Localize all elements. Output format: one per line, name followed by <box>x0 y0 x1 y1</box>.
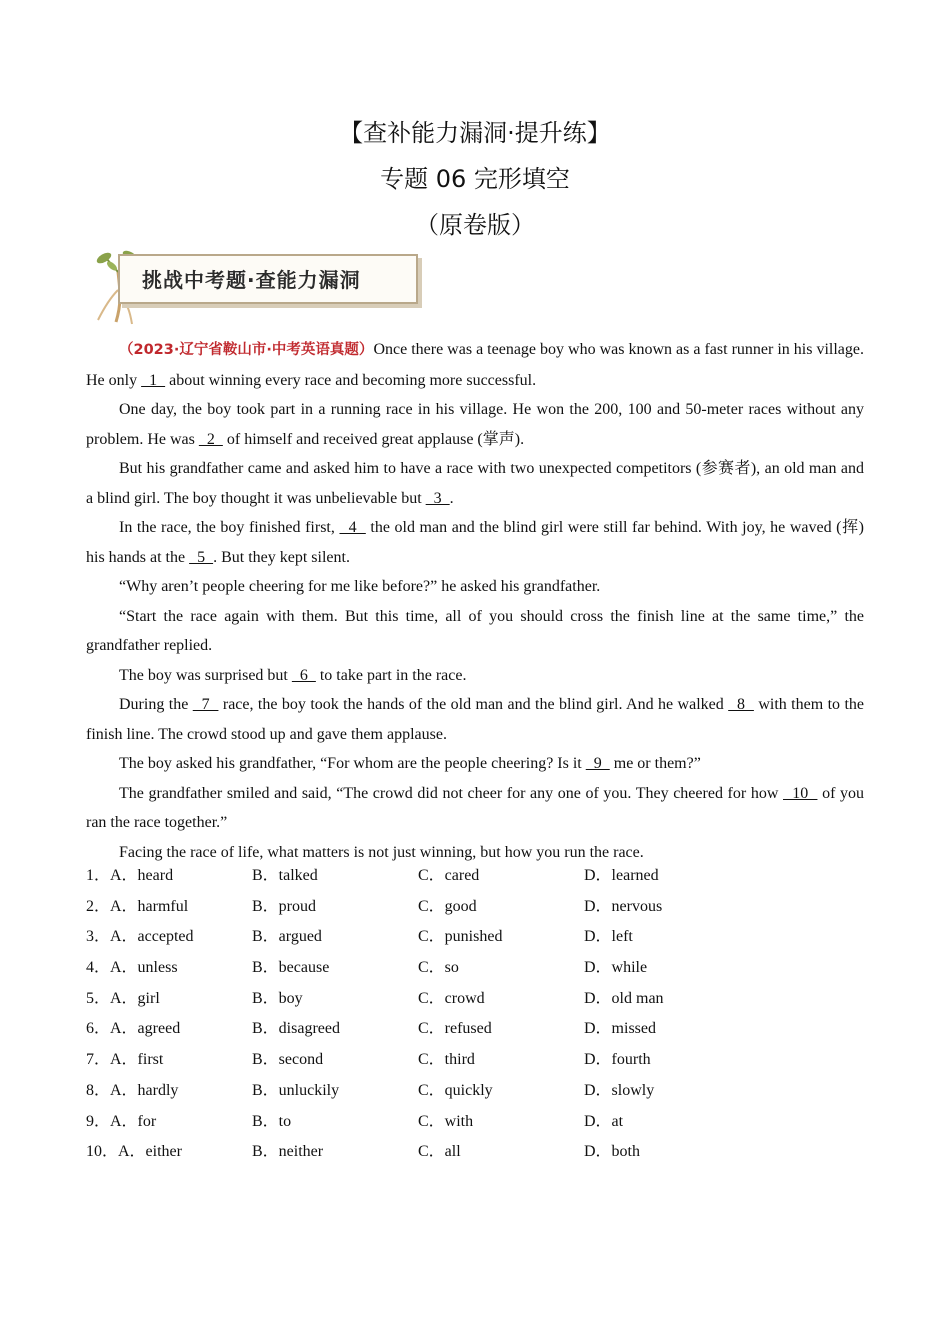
option-a: 9．A．for <box>86 1112 157 1130</box>
cloze-passage <box>86 335 864 867</box>
paragraph: The grandfather smiled and said, “The crowd did not cheer for any one of you. They cheered for how 10 of you ran the race together.” <box>86 784 865 831</box>
option-c: C．refused <box>418 1020 492 1038</box>
question-row <box>86 1015 864 1046</box>
option-a: 5．A．girl <box>86 989 160 1007</box>
source-label: （2023·辽宁省鞍山市·中考英语真题） <box>119 342 374 358</box>
question-row <box>86 954 864 985</box>
banner-title: 挑战中考题·查能力漏洞 <box>142 268 361 292</box>
option-a: 8．A．hardly <box>86 1081 179 1099</box>
blank-3: 3 <box>425 489 450 507</box>
blank-2: 2 <box>198 430 223 448</box>
option-d: D．at <box>584 1112 624 1130</box>
option-a: 1．A．heard <box>86 867 174 884</box>
paragraph: “Start the race again with them. But this time, all of you should cross the finish line at the same time,” the grandfather replied. <box>86 607 864 654</box>
option-d: D．old man <box>584 989 664 1007</box>
option-a: 7．A．first <box>86 1051 164 1069</box>
option-b: B．argued <box>252 928 322 946</box>
option-b: B．to <box>252 1112 292 1130</box>
title-block <box>0 110 950 248</box>
option-a: 10．A．either <box>86 1143 182 1161</box>
banner-box <box>118 254 418 304</box>
question-row <box>86 923 864 954</box>
option-d: D．both <box>584 1143 641 1161</box>
blank-7: 7 <box>192 696 219 713</box>
option-a: 3．A．accepted <box>86 928 194 946</box>
option-b: B．proud <box>252 897 317 915</box>
blank-1: 1 <box>141 371 166 389</box>
option-c: C．punished <box>418 928 503 946</box>
paragraph: Facing the race of life, what matters is not just winning, but how you run the race. <box>119 843 644 861</box>
question-row <box>86 893 864 924</box>
option-b: B．talked <box>252 867 318 884</box>
option-c: C．crowd <box>418 989 485 1007</box>
option-b: B．neither <box>252 1143 324 1161</box>
option-a: 2．A．harmful <box>86 897 189 915</box>
option-d: D．fourth <box>584 1051 651 1069</box>
option-c: C．with <box>418 1112 474 1130</box>
option-d: D．missed <box>584 1020 657 1038</box>
paragraph: （2023·辽宁省鞍山市·中考英语真题）Once there was a teenage boy who was known as a fast runner in his village. He only 1 about winning every race and becoming more successful. <box>86 341 864 389</box>
blank-6: 6 <box>291 666 316 684</box>
option-c: C．third <box>418 1051 475 1069</box>
paragraph: The boy was surprised but 6 to take part in the race. <box>119 666 467 684</box>
blank-8: 8 <box>728 696 754 713</box>
option-b: B．disagreed <box>252 1020 340 1038</box>
option-c: C．quickly <box>418 1081 493 1099</box>
option-d: D．left <box>584 928 633 946</box>
blank-4: 4 <box>339 519 366 536</box>
question-row <box>86 1046 864 1077</box>
answer-options <box>86 862 864 1169</box>
option-c: C．so <box>418 959 459 977</box>
option-d: D．learned <box>584 867 659 884</box>
question-row <box>86 1108 864 1139</box>
option-d: D．nervous <box>584 897 663 915</box>
page-edition: （原卷版） <box>415 211 535 239</box>
option-b: B．unluckily <box>252 1081 340 1099</box>
option-b: B．boy <box>252 989 303 1007</box>
option-c: C．good <box>418 897 477 915</box>
section-banner <box>88 250 428 328</box>
option-c: C．cared <box>418 867 480 884</box>
question-row <box>86 985 864 1016</box>
paragraph: But his grandfather came and asked him to have a race with two unexpected competitors (参赛者), an old man and a blind girl. The boy thought it was unbelievable but 3 . <box>86 460 864 507</box>
page-title: 【查补能力漏洞·提升练】 <box>339 119 611 147</box>
paragraph: In the race, the boy finished first, 4 the old man and the blind girl were still far behind. With joy, he waved (挥) his hands at the 5 . But they kept silent. <box>86 519 865 566</box>
question-row <box>86 1138 864 1169</box>
option-a: 4．A．unless <box>86 959 178 977</box>
question-row <box>86 1077 864 1108</box>
blank-5: 5 <box>189 548 214 566</box>
option-b: B．second <box>252 1051 324 1069</box>
paragraph: During the 7 race, the boy took the hands of the old man and the blind girl. And he walked 8 with them to the finish line. The crowd stood up and gave them applause. <box>86 696 865 743</box>
paragraph: One day, the boy took part in a running race in his village. He won the 200, 100 and 50-meter races without any problem. He was 2 of himself and received great applause (掌声). <box>86 401 864 448</box>
option-c: C．all <box>418 1143 461 1161</box>
option-d: D．slowly <box>584 1081 655 1099</box>
option-d: D．while <box>584 959 648 977</box>
paragraph: “Why aren’t people cheering for me like before?” he asked his grandfather. <box>119 578 601 595</box>
option-b: B．because <box>252 959 330 977</box>
page-subtitle: 专题 06 完形填空 <box>380 165 570 193</box>
blank-10: 10 <box>783 784 818 802</box>
paragraph: The boy asked his grandfather, “For whom are the people cheering? Is it 9 me or them?” <box>119 755 701 772</box>
option-a: 6．A．agreed <box>86 1020 181 1038</box>
blank-9: 9 <box>585 755 610 772</box>
question-row <box>86 862 864 893</box>
